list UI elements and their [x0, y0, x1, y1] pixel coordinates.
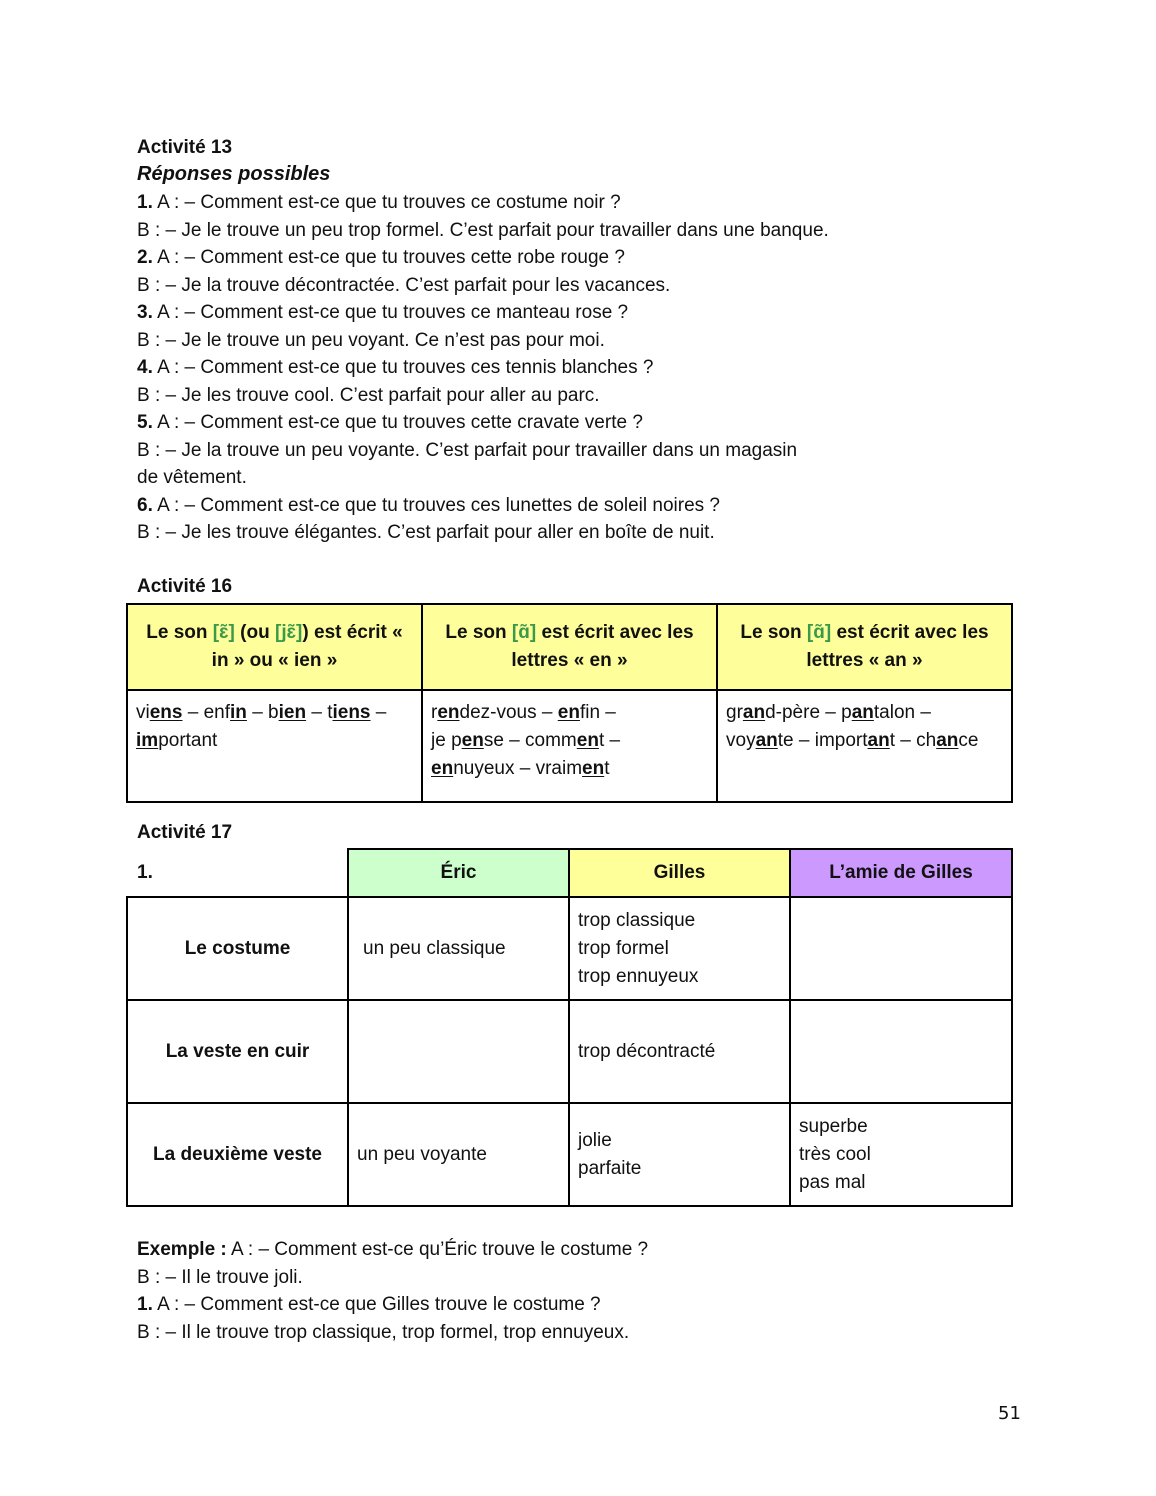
- row-header: Le costume: [127, 897, 348, 1000]
- text-line: de vêtement.: [137, 467, 247, 488]
- word-line: rendez-vous – enfin –: [431, 702, 616, 723]
- cell-eric: un peu voyante: [348, 1103, 569, 1206]
- activity16-sound-table: [126, 603, 1013, 803]
- row-header: La deuxième veste: [127, 1103, 348, 1206]
- cell-eric: [348, 1000, 569, 1103]
- header-an: Le son [ɑ̃] est écrit avec les lettres « an »: [717, 604, 1012, 690]
- text-line: B : – Je le trouve un peu voyant. Ce n’est pas pour moi.: [137, 329, 605, 351]
- text-line: B : – Je le trouve un peu trop formel. C’est parfait pour travailler dans une banque.: [137, 219, 829, 241]
- page-number: 51: [998, 1403, 1021, 1424]
- header-in-ien: Le son [ɛ̃] (ou [jɛ̃]) est écrit « in » ou « ien »: [127, 604, 422, 690]
- activity16-title: Activité 16: [137, 576, 233, 597]
- text-line: 3. A : – Comment est-ce que tu trouves ce manteau rose ?: [137, 302, 629, 323]
- text-line: B : – Je les trouve élégantes. C’est parfait pour aller en boîte de nuit.: [137, 522, 715, 543]
- activity13-subtitle: Réponses possibles: [137, 163, 331, 185]
- column-header-eric: Éric: [348, 849, 569, 897]
- text-line: Exemple : A : – Comment est-ce qu’Éric trouve le costume ?: [137, 1239, 649, 1260]
- word-line: important: [136, 730, 218, 751]
- cell-amie: [790, 897, 1012, 1000]
- text-line: B : – Je la trouve un peu voyante. C’est parfait pour travailler dans un magasin: [137, 439, 798, 461]
- text-line: 1. A : – Comment est-ce que tu trouves ce costume noir ?: [137, 192, 621, 213]
- word-line: voyante – important – chance: [726, 730, 979, 751]
- text-line: 4. A : – Comment est-ce que tu trouves ces tennis blanches ?: [137, 357, 654, 378]
- row-header: La veste en cuir: [127, 1000, 348, 1103]
- text-line: B : – Je les trouve cool. C’est parfait pour aller au parc.: [137, 384, 600, 406]
- cell-amie: [790, 1000, 1012, 1103]
- cell-gilles: trop classique trop formel trop ennuyeux: [569, 897, 790, 1000]
- word-line: je pense – comment –: [431, 730, 621, 751]
- words-in-ien: [127, 690, 422, 802]
- text-line: 2. A : – Comment est-ce que tu trouves cette robe rouge ?: [137, 247, 625, 268]
- table-corner-number: 1.: [127, 849, 348, 897]
- text-line: 5. A : – Comment est-ce que tu trouves cette cravate verte ?: [137, 412, 643, 433]
- activity17-title: Activité 17: [137, 822, 233, 843]
- cell-gilles: jolie parfaite: [569, 1103, 790, 1206]
- table-row: [127, 1000, 1012, 1103]
- text-line: 1. A : – Comment est-ce que Gilles trouve le costume ?: [137, 1294, 601, 1315]
- table-row: [127, 897, 1012, 1000]
- cell-gilles: trop décontracté: [569, 1000, 790, 1103]
- text-line: B : – Il le trouve joli.: [137, 1266, 303, 1288]
- cell-amie: superbe très cool pas mal: [790, 1103, 1012, 1206]
- header-en: Le son [ɑ̃] est écrit avec les lettres « en »: [422, 604, 717, 690]
- word-line: grand-père – pantalon –: [726, 702, 931, 723]
- column-header-amie: L’amie de Gilles: [790, 849, 1012, 897]
- word-line: ennuyeux – vraiment: [431, 758, 610, 779]
- table-row: [127, 1103, 1012, 1206]
- text-line: B : – Je la trouve décontractée. C’est parfait pour les vacances.: [137, 274, 671, 296]
- text-line: 6. A : – Comment est-ce que tu trouves ces lunettes de soleil noires ?: [137, 494, 720, 516]
- words-an: [717, 690, 1012, 802]
- cell-eric: un peu classique: [348, 897, 569, 1000]
- column-header-gilles: Gilles: [569, 849, 790, 897]
- activity17-opinion-table: [126, 848, 1013, 1207]
- word-line: viens – enfin – bien – tiens –: [136, 702, 387, 723]
- activity13-title: Activité 13: [137, 137, 233, 158]
- text-line: B : – Il le trouve trop classique, trop formel, trop ennuyeux.: [137, 1321, 630, 1343]
- words-en: [422, 690, 717, 802]
